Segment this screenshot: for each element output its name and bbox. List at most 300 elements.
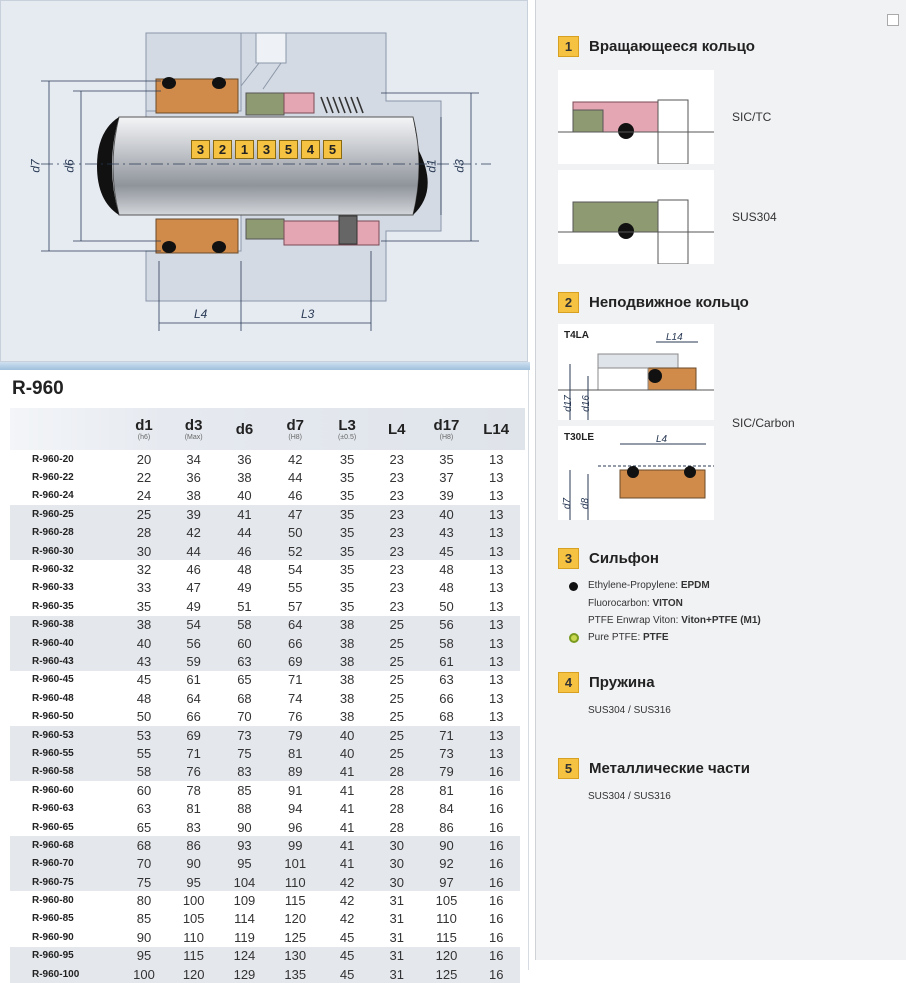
material-label: SIC/Carbon [732, 416, 795, 430]
value-cell: 109 [233, 893, 256, 909]
value-cell: 23 [373, 505, 421, 523]
value-cell: 48 [136, 690, 152, 706]
value-cell: 35 [339, 598, 355, 614]
value-cell: 23 [373, 524, 421, 542]
value-cell: 78 [186, 782, 201, 798]
value-cell: 74 [287, 690, 303, 706]
table-header-row [10, 408, 520, 450]
value-cell: 38 [339, 690, 355, 706]
section-title: Неподвижное кольцо [589, 294, 749, 311]
value-cell: 30 [120, 542, 168, 560]
value-cell: 16 [488, 893, 504, 909]
value-cell: 38 [339, 709, 355, 725]
value-cell: 38 [237, 470, 252, 486]
value-cell: 13 [472, 744, 520, 762]
part-balloon: 4 [301, 140, 320, 159]
value-cell: 30 [373, 855, 421, 873]
column-header-model [10, 408, 120, 450]
value-cell: 20 [136, 451, 152, 467]
model-cell: R-960-63 [32, 803, 74, 815]
model-cell: R-960-65 [32, 821, 74, 833]
value-cell: 81 [186, 801, 201, 817]
value-cell: 63 [439, 672, 454, 688]
value-cell: 24 [136, 488, 152, 504]
value-cell: 68 [120, 836, 168, 854]
value-cell: 63 [220, 652, 270, 670]
value-cell: 35 [439, 451, 454, 467]
section-rotating-ring [558, 36, 755, 57]
value-cell: 23 [389, 488, 405, 504]
value-cell: 13 [472, 524, 520, 542]
value-cell: 55 [287, 580, 303, 596]
value-cell: 96 [287, 819, 303, 835]
value-cell: 48 [439, 580, 454, 596]
material-line: Pure PTFE: PTFE [588, 632, 669, 643]
value-cell: 68 [439, 709, 454, 725]
value-cell: 48 [439, 562, 454, 578]
value-cell: 32 [136, 562, 152, 578]
value-cell: 90 [168, 855, 220, 873]
table-row [10, 505, 520, 523]
model-cell: R-960-22 [32, 472, 74, 484]
value-cell: 53 [120, 726, 168, 744]
section-number: 1 [558, 36, 579, 57]
value-cell: 50 [269, 524, 321, 542]
value-cell: 43 [120, 652, 168, 670]
value-cell: 13 [488, 488, 504, 504]
value-cell: 46 [287, 488, 303, 504]
table-row [10, 524, 520, 542]
value-cell: 100 [182, 893, 205, 909]
table-row [10, 891, 520, 909]
value-cell: 95 [168, 873, 220, 891]
model-cell: R-960-70 [10, 855, 120, 873]
value-cell: 44 [287, 470, 303, 486]
value-cell: 25 [389, 709, 405, 725]
model-cell: R-960-80 [32, 895, 74, 907]
value-cell: 73 [220, 726, 270, 744]
model-cell: R-960-50 [32, 711, 74, 723]
value-cell: 90 [237, 819, 252, 835]
value-cell: 95 [120, 947, 168, 965]
dim-label-l4: L4 [656, 434, 668, 445]
value-cell: 16 [488, 801, 504, 817]
value-cell: 23 [389, 580, 405, 596]
value-cell: 83 [220, 763, 270, 781]
value-cell: 75 [120, 873, 168, 891]
value-cell: 120 [284, 911, 307, 927]
value-cell: 13 [472, 652, 520, 670]
value-cell: 45 [321, 965, 373, 983]
value-cell: 66 [439, 690, 454, 706]
value-cell: 90 [136, 929, 152, 945]
table-row [10, 707, 520, 725]
value-cell: 90 [421, 836, 473, 854]
value-cell: 13 [488, 580, 504, 596]
value-cell: 25 [373, 726, 421, 744]
value-cell: 23 [389, 451, 405, 467]
value-cell: 28 [389, 801, 405, 817]
value-cell: 91 [287, 782, 303, 798]
value-cell: 16 [472, 855, 520, 873]
value-cell: 61 [421, 652, 473, 670]
value-cell: 89 [269, 763, 321, 781]
value-cell: 51 [237, 598, 252, 614]
column-header: L14 [483, 420, 510, 438]
value-cell: 58 [120, 763, 168, 781]
column-header: d17 (H8) [433, 416, 460, 441]
value-cell: 30 [373, 873, 421, 891]
value-cell: 13 [488, 562, 504, 578]
value-cell: 42 [287, 451, 303, 467]
value-cell: 37 [439, 470, 454, 486]
value-cell: 35 [321, 505, 373, 523]
rotating-ring-sus-image [558, 170, 714, 264]
value-cell: 71 [168, 744, 220, 762]
value-cell: 86 [168, 836, 220, 854]
section-bellows [558, 548, 659, 569]
value-cell: 16 [488, 782, 504, 798]
table-row [10, 763, 520, 781]
dim-label-d7: d7 [562, 497, 574, 510]
value-cell: 23 [389, 562, 405, 578]
model-tag: T30LE [564, 432, 595, 443]
value-cell: 50 [439, 598, 454, 614]
table-row [10, 616, 520, 634]
value-cell: 56 [168, 634, 220, 652]
value-cell: 55 [120, 744, 168, 762]
value-cell: 23 [389, 598, 405, 614]
material-label: SUS304 [732, 210, 777, 224]
value-cell: 25 [373, 616, 421, 634]
table-row [10, 671, 520, 689]
value-cell: 79 [421, 763, 473, 781]
value-cell: 101 [269, 855, 321, 873]
value-cell: 31 [389, 893, 405, 909]
value-cell: 71 [421, 726, 473, 744]
value-cell: 41 [321, 836, 373, 854]
table-row [10, 799, 520, 817]
dim-label-l3: L3 [301, 307, 315, 321]
value-cell: 69 [269, 652, 321, 670]
table-row [10, 542, 520, 560]
value-cell: 49 [237, 580, 252, 596]
dim-label-d3: d3 [452, 159, 467, 173]
value-cell: 52 [269, 542, 321, 560]
part-balloon: 3 [191, 140, 210, 159]
value-cell: 16 [472, 965, 520, 983]
section-spring [558, 672, 655, 693]
part-balloons [191, 140, 342, 159]
materials-panel [535, 0, 906, 960]
value-cell: 114 [234, 911, 255, 927]
value-cell: 83 [186, 819, 201, 835]
dim-label-d7: d7 [28, 159, 43, 173]
dimension-table-panel [0, 370, 529, 982]
value-cell: 115 [168, 947, 220, 965]
value-cell: 104 [220, 873, 270, 891]
value-cell: 54 [287, 562, 303, 578]
value-cell: 16 [488, 819, 504, 835]
value-cell: 110 [269, 873, 321, 891]
value-cell: 58 [421, 634, 473, 652]
value-cell: 49 [186, 598, 201, 614]
value-cell: 105 [182, 911, 205, 927]
table-row [10, 744, 520, 762]
section-number: 4 [558, 672, 579, 693]
table-row [10, 634, 520, 652]
value-cell: 35 [339, 470, 355, 486]
value-cell: 58 [220, 616, 270, 634]
value-cell: 59 [168, 652, 220, 670]
value-cell: 35 [339, 451, 355, 467]
value-cell: 40 [120, 634, 168, 652]
value-cell: 25 [120, 505, 168, 523]
value-cell: 13 [488, 598, 504, 614]
value-cell: 100 [120, 965, 168, 983]
value-cell: 13 [488, 451, 504, 467]
value-cell: 110 [183, 929, 205, 945]
model-cell: R-960-28 [10, 524, 120, 542]
table-row [10, 781, 520, 799]
value-cell: 64 [269, 616, 321, 634]
material-line: PTFE Enwrap Viton: Viton+PTFE (M1) [588, 615, 761, 626]
section-metal-parts [558, 758, 750, 779]
epdm-dot-icon [569, 582, 578, 591]
table-row [10, 855, 520, 873]
section-number: 2 [558, 292, 579, 313]
value-cell: 70 [120, 855, 168, 873]
value-cell: 85 [136, 911, 152, 927]
value-cell: 13 [488, 709, 504, 725]
value-cell: 40 [321, 726, 373, 744]
value-cell: 25 [373, 652, 421, 670]
value-cell: 69 [168, 726, 220, 744]
value-cell: 41 [339, 819, 355, 835]
value-cell: 65 [237, 672, 252, 688]
value-cell: 130 [269, 947, 321, 965]
column-header: d7 (H8) [286, 416, 304, 441]
table-row [10, 910, 520, 928]
value-cell: 16 [488, 911, 504, 927]
table-row [10, 560, 520, 578]
section-stationary-ring [558, 292, 749, 313]
table-row [10, 928, 520, 946]
table-row [10, 873, 520, 891]
value-cell: 48 [237, 562, 252, 578]
model-cell: R-960-38 [10, 616, 120, 634]
value-cell: 36 [186, 470, 201, 486]
value-cell: 57 [287, 598, 303, 614]
table-row [10, 836, 520, 854]
value-cell: 75 [220, 744, 270, 762]
dim-label-d17: d17 [562, 395, 574, 412]
model-cell: R-960-40 [10, 634, 120, 652]
value-cell: 35 [339, 488, 355, 504]
value-cell: 45 [136, 672, 152, 688]
table-row [10, 450, 520, 468]
value-cell: 92 [421, 855, 473, 873]
ptfe-ring-icon [569, 633, 579, 643]
value-cell: 43 [421, 524, 473, 542]
table-row [10, 468, 520, 486]
value-cell: 115 [284, 893, 306, 909]
value-cell: 40 [321, 744, 373, 762]
model-cell: R-960-25 [10, 505, 120, 523]
value-cell: 73 [421, 744, 473, 762]
value-cell: 66 [269, 634, 321, 652]
value-cell: 46 [220, 542, 270, 560]
value-cell: 31 [373, 947, 421, 965]
column-header: L4 [388, 420, 406, 438]
dim-label-d8: d8 [580, 497, 592, 510]
value-cell: 16 [472, 873, 520, 891]
model-tag: T4LA [564, 330, 589, 341]
value-cell: 38 [321, 652, 373, 670]
value-cell: 41 [339, 782, 355, 798]
value-cell: 125 [421, 965, 473, 983]
value-cell: 33 [136, 580, 152, 596]
value-cell: 13 [472, 616, 520, 634]
value-cell: 85 [237, 782, 252, 798]
material-label: SIC/TC [732, 110, 772, 124]
value-cell: 76 [287, 709, 303, 725]
table-row [10, 965, 520, 983]
value-cell: 41 [220, 505, 270, 523]
value-cell: 16 [488, 929, 504, 945]
value-cell: 35 [136, 598, 152, 614]
value-cell: 120 [421, 947, 473, 965]
value-cell: 129 [220, 965, 270, 983]
value-cell: 81 [439, 782, 454, 798]
value-cell: 40 [421, 505, 473, 523]
section-title: Вращающееся кольцо [589, 38, 755, 55]
value-cell: 23 [389, 470, 405, 486]
value-cell: 28 [373, 763, 421, 781]
dim-label-d6: d6 [62, 159, 77, 173]
value-cell: 47 [269, 505, 321, 523]
value-cell: 45 [421, 542, 473, 560]
value-cell: 120 [168, 965, 220, 983]
value-cell: 36 [237, 451, 252, 467]
value-cell: 35 [339, 562, 355, 578]
value-cell: 68 [237, 690, 252, 706]
value-cell: 13 [488, 690, 504, 706]
section-title: Пружина [589, 674, 655, 691]
section-number: 5 [558, 758, 579, 779]
table-row [10, 487, 520, 505]
value-cell: 95 [220, 855, 270, 873]
column-header: d6 [235, 420, 254, 438]
value-cell: 25 [373, 744, 421, 762]
value-cell: 41 [321, 763, 373, 781]
value-cell: 56 [421, 616, 473, 634]
value-cell: 38 [339, 672, 355, 688]
value-cell: 124 [220, 947, 270, 965]
part-balloon: 3 [257, 140, 276, 159]
value-cell: 42 [339, 911, 355, 927]
model-cell: R-960-30 [10, 542, 120, 560]
value-cell: 71 [287, 672, 303, 688]
table-row [10, 689, 520, 707]
table-row [10, 818, 520, 836]
part-balloon: 1 [235, 140, 254, 159]
model-cell: R-960-24 [32, 490, 74, 502]
value-cell: 25 [389, 690, 405, 706]
value-cell: 13 [472, 505, 520, 523]
value-cell: 16 [472, 836, 520, 854]
column-header: L3 (±0.5) [337, 416, 357, 441]
value-cell: 13 [472, 726, 520, 744]
value-cell: 60 [220, 634, 270, 652]
value-cell: 28 [389, 819, 405, 835]
value-cell: 16 [472, 763, 520, 781]
value-cell: 31 [389, 911, 405, 927]
rotating-ring-sic-image [558, 70, 714, 164]
value-cell: 35 [321, 524, 373, 542]
model-cell: R-960-45 [32, 674, 74, 686]
value-cell: 42 [321, 873, 373, 891]
table-row [10, 947, 520, 965]
value-cell: 38 [186, 488, 201, 504]
value-cell: 97 [421, 873, 473, 891]
value-cell: 25 [389, 672, 405, 688]
table-row [10, 652, 520, 670]
value-cell: 94 [287, 801, 303, 817]
dim-label-d16: d16 [580, 395, 592, 412]
value-cell: 45 [339, 929, 355, 945]
value-cell: 44 [220, 524, 270, 542]
value-cell: 13 [472, 634, 520, 652]
model-cell: R-960-35 [32, 600, 74, 612]
value-cell: 41 [321, 855, 373, 873]
model-cell: R-960-95 [10, 947, 120, 965]
model-cell: R-960-33 [32, 582, 74, 594]
value-cell: 76 [168, 763, 220, 781]
model-cell: R-960-20 [32, 453, 74, 465]
value-cell: 25 [373, 634, 421, 652]
value-cell: 80 [136, 893, 152, 909]
value-cell: 39 [168, 505, 220, 523]
table-row [10, 726, 520, 744]
table-row [10, 579, 520, 597]
value-cell: 115 [436, 929, 457, 945]
value-cell: 34 [186, 451, 201, 467]
value-cell: 45 [321, 947, 373, 965]
model-title: R-960 [12, 378, 64, 399]
value-cell: 13 [488, 672, 504, 688]
material-line: Ethylene-Propylene: EPDM [588, 580, 710, 591]
value-cell: 13 [488, 470, 504, 486]
model-cell: R-960-58 [10, 763, 120, 781]
material-line: SUS304 / SUS316 [588, 791, 671, 802]
value-cell: 44 [168, 542, 220, 560]
value-cell: 119 [234, 929, 255, 945]
value-cell: 79 [269, 726, 321, 744]
value-cell: 23 [373, 542, 421, 560]
dim-label-l14: L14 [666, 332, 683, 343]
value-cell: 38 [120, 616, 168, 634]
model-cell: R-960-85 [32, 913, 74, 925]
model-cell: R-960-90 [32, 931, 74, 943]
value-cell: 64 [186, 690, 201, 706]
value-cell: 28 [389, 782, 405, 798]
part-balloon: 5 [279, 140, 298, 159]
value-cell: 110 [436, 911, 457, 927]
value-cell: 50 [136, 709, 152, 725]
value-cell: 47 [186, 580, 201, 596]
value-cell: 125 [284, 929, 307, 945]
